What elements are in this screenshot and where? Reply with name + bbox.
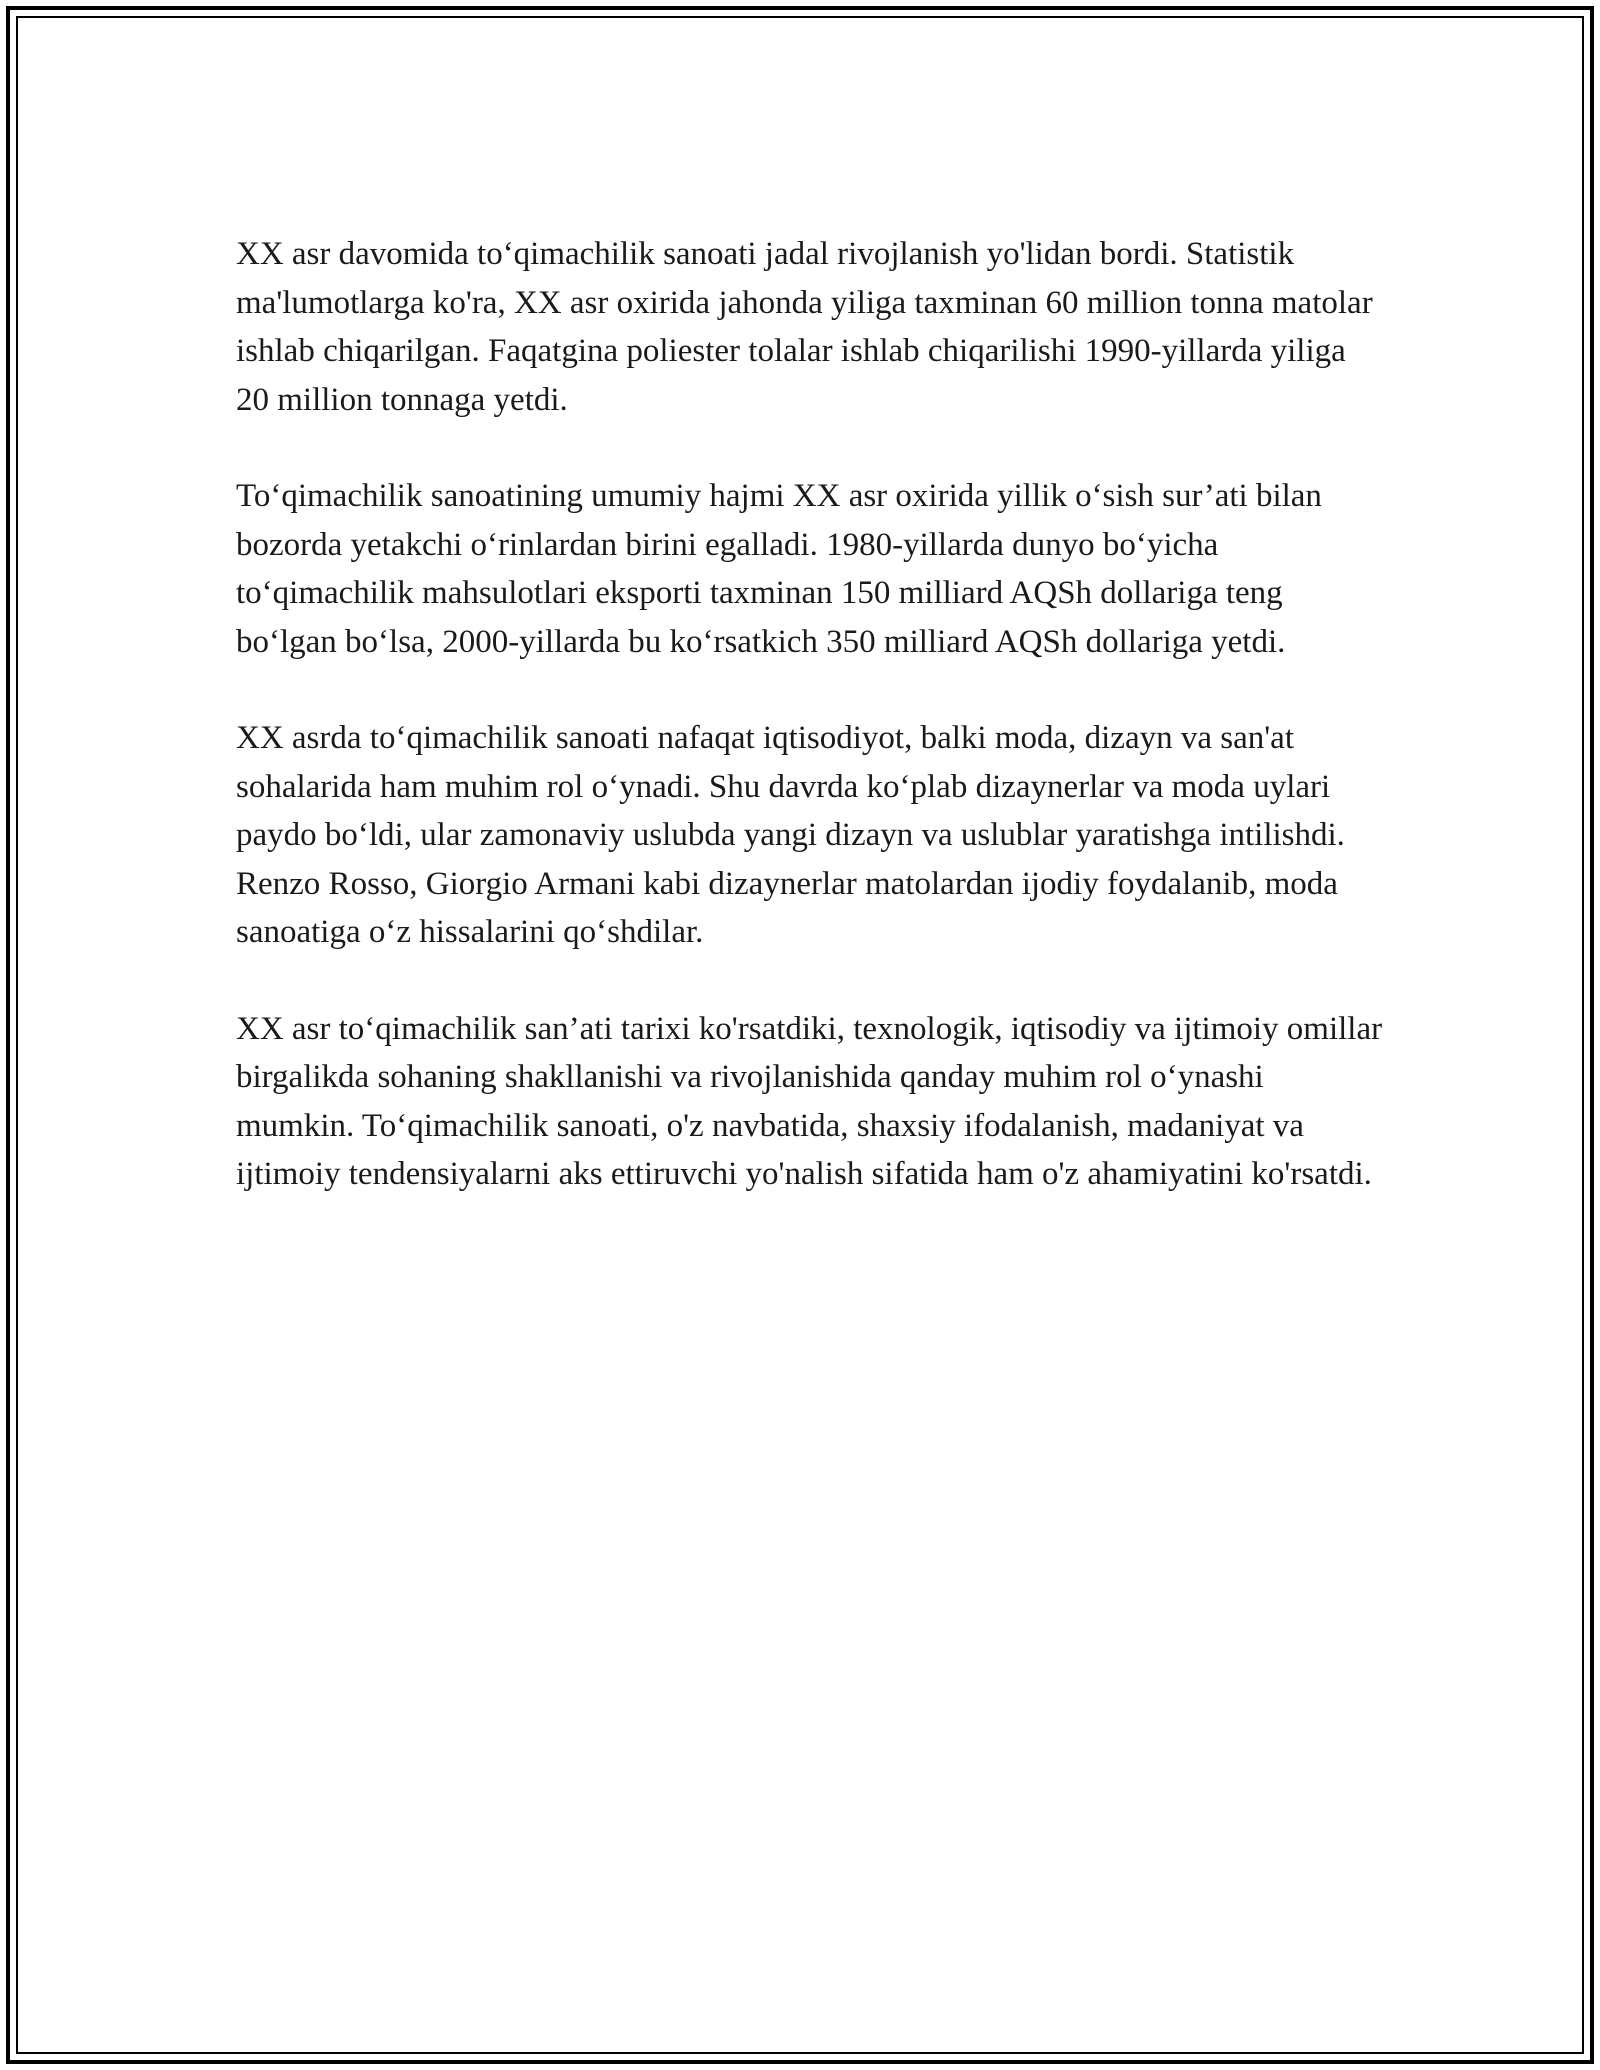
paragraph-3: XX asrda to‘qimachilik sanoati nafaqat iqtisodiyot, balki moda, dizayn va san'at sohalarida ham muhim rol o‘ynadi. Shu davrda ko‘plab dizaynerlar va moda uylari paydo bo‘ldi, ular zamonaviy uslubda yangi dizayn va uslublar yaratishga intilishdi. Renzo Rosso, Giorgio Armani kabi dizaynerlar matolardan ijodiy foydalanib, moda sanoatiga o‘z hissalarini qo‘shdilar. xyxy=(236,720,1345,950)
paragraph-4: XX asr to‘qimachilik san’ati tarixi ko'rsatdiki, texnologik, iqtisodiy va ijtimoiy omillar birgalikda sohaning shakllanishi va rivojlanishida qanday muhim rol o‘ynashi mumkin. To‘qimachilik sanoati, o'z navbatida, shaxsiy ifodalanish, madaniyat va ijtimoiy tendensiyalarni aks ettiruvchi yo'nalish sifatida ham o'z ahamiyatini ko'rsatdi. xyxy=(236,1010,1383,1192)
paragraph-1: XX asr davomida to‘qimachilik sanoati jadal rivojlanish yo'lidan bordi. Statistik ma'lumotlarga ko'ra, XX asr oxirida jahonda yiliga taxminan 60 million tonna matolar ishlab chiqarilgan. Faqatgina poliester tolalar ishlab chiqarilishi 1990-yillarda yiliga 20 million tonnaga yetdi. xyxy=(236,236,1373,418)
document-body xyxy=(236,230,1386,1247)
paragraph-2: To‘qimachilik sanoatining umumiy hajmi XX asr oxirida yillik o‘sish sur’ati bilan bozorda yetakchi o‘rinlardan birini egalladi. 1980-yillarda dunyo bo‘yicha to‘qimachilik mahsulotlari eksporti taxminan 150 milliard AQSh dollariga teng bo‘lgan bo‘lsa, 2000-yillarda bu ko‘rsatkich 350 milliard AQSh dollariga yetdi. xyxy=(236,478,1322,660)
